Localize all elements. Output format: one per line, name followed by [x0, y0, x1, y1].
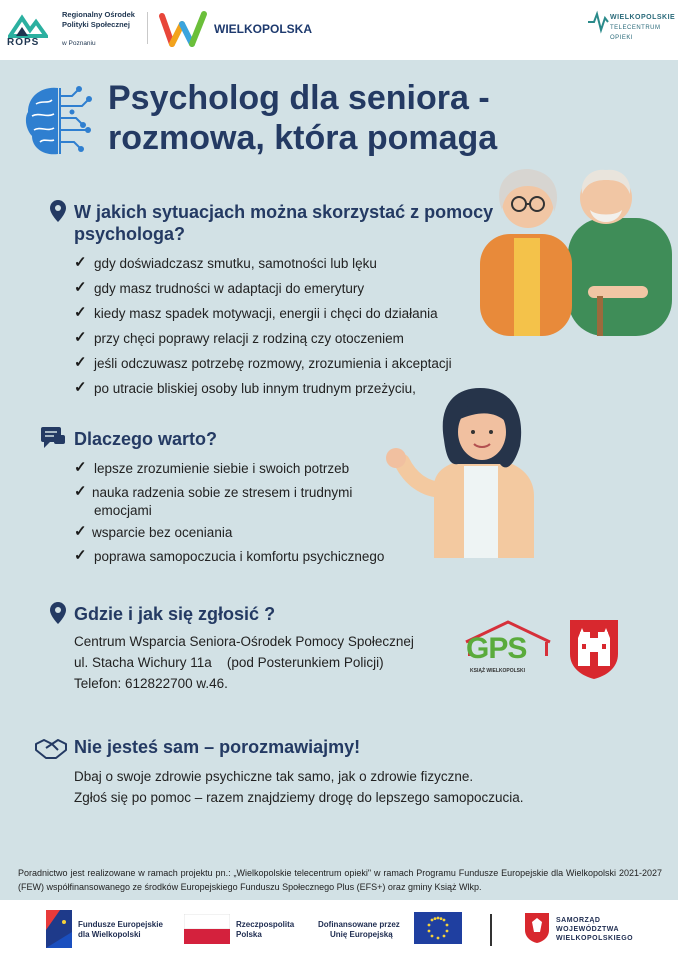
check-icon: ✓: [74, 379, 87, 396]
section-why-heading: Dlaczego warto?: [74, 429, 218, 449]
gps-logo-sub: KSIĄŻ WIELKOPOLSKI: [470, 668, 525, 674]
encouragement-line1: Dbaj o swoje zdrowie psychiczne tak samo, jak o zdrowie fizyczne.: [74, 769, 474, 784]
list-item: gdy masz trudności w adaptacji do emerytury: [94, 281, 365, 296]
gps-logo-text: GPS: [466, 632, 527, 665]
eu-flag-icon: [414, 912, 462, 944]
fundusze-europejskie-icon: [46, 910, 72, 948]
ue-line1: Dofinansowane przez: [318, 920, 400, 929]
handshake-icon: [34, 736, 68, 760]
location-pin-icon: [50, 200, 66, 222]
section-situations-heading-line2: psychologa?: [74, 224, 186, 244]
telecentrum-line2: TELECENTRUM: [610, 25, 661, 31]
list-item: po utracie bliskiej osoby lub innym trudnym przeżyciu,: [94, 381, 416, 396]
list-item: poprawa samopoczucia i komfortu psychicznego: [94, 549, 385, 564]
wielkopolska-wordmark: WIELKOPOLSKA: [214, 22, 312, 36]
title-line1: Psycholog dla seniora -: [108, 79, 490, 117]
sw-line3: WIELKOPOLSKIEGO: [556, 935, 634, 942]
rp-line2: Polska: [236, 930, 262, 939]
check-icon: ✓: [74, 254, 87, 271]
list-item: kiedy masz spadek motywacji, energii i chęci do działania: [94, 306, 438, 321]
bottom-divider: [490, 914, 492, 946]
check-icon: ✓: [74, 547, 87, 564]
seniors-illustration: [476, 164, 676, 336]
rops-letters: ROPS: [7, 37, 40, 48]
psychologist-illustration: [384, 386, 550, 558]
page-title: [108, 78, 497, 158]
coat-of-arms-icon: [568, 618, 620, 680]
wielkopolska-logo-icon: [158, 10, 208, 50]
wielkopolska-coat-icon: [524, 912, 550, 944]
check-icon: ✓: [74, 304, 87, 321]
title-line2: rozmowa, która pomaga: [108, 119, 498, 157]
list-item-continuation: emocjami: [94, 503, 152, 518]
rops-sub: w Poznaniu: [62, 40, 96, 47]
list-item: nauka radzenia sobie ze stresem i trudnymi: [92, 485, 353, 500]
contact-phone: Telefon: 612822700 w.46.: [74, 676, 228, 691]
check-icon: ✓: [74, 483, 87, 500]
check-icon: ✓: [74, 459, 87, 476]
section-where-heading: Gdzie i jak się zgłosić ?: [74, 604, 276, 624]
telecentrum-line1: WIELKOPOLSKIE: [610, 14, 676, 21]
section-situations-heading-line1: W jakich sytuacjach można skorzystać z pomocy: [74, 202, 494, 222]
funding-logos-bar: [0, 902, 678, 960]
check-icon: ✓: [74, 329, 87, 346]
list-item: wsparcie bez oceniania: [92, 525, 233, 540]
contact-org: Centrum Wsparcia Seniora-Ośrodek Pomocy Społecznej: [74, 634, 414, 649]
brain-circuit-icon: [22, 82, 96, 160]
contact-address: ul. Stacha Wichury 11a (pod Posterunkiem Policji): [74, 655, 384, 670]
rops-name: Regionalny Ośrodek Polityki Społecznej: [62, 10, 135, 29]
fe-line1: Fundusze Europejskie: [78, 920, 163, 929]
check-icon: ✓: [74, 354, 87, 371]
rp-line1: Rzeczpospolita: [236, 920, 295, 929]
sw-line1: SAMORZĄD: [556, 917, 601, 924]
list-item: jeśli odczuwasz potrzebę rozmowy, zrozumienia i akceptacji: [94, 356, 452, 371]
ue-line2: Unię Europejską: [330, 930, 393, 939]
location-pin-icon: [50, 602, 66, 624]
list-item: lepsze zrozumienie siebie i swoich potrzeb: [94, 461, 350, 476]
sw-line2: WOJEWÓDZTWA: [556, 926, 620, 933]
chat-bubble-icon: [40, 426, 66, 450]
telecentrum-line3: OPIEKI: [610, 35, 634, 41]
section-not-alone-heading: Nie jesteś sam – porozmawiajmy!: [74, 737, 361, 757]
header-logo-bar: [0, 0, 678, 60]
list-item: przy chęci poprawy relacji z rodziną czy otoczeniem: [94, 331, 404, 346]
polish-flag-icon: [184, 914, 230, 944]
header-divider: [147, 12, 148, 44]
list-item: gdy doświadczasz smutku, samotności lub lęku: [94, 256, 377, 271]
check-icon: ✓: [74, 523, 87, 540]
encouragement-line2: Zgłoś się po pomoc – razem znajdziemy drogę do lepszego samopoczucia.: [74, 790, 524, 805]
fe-line2: dla Wielkopolski: [78, 930, 141, 939]
check-icon: ✓: [74, 279, 87, 296]
section-situations-heading: [74, 201, 504, 245]
funding-note: Poradnictwo jest realizowane w ramach projektu pn.: „Wielkopolskie telecentrum opieki" w ramach Programu Fundusze Europejskie dla Wielkopolski 2021-2027 (FEW) współfinansowanego ze środków Europejskiego Funduszu Społecznego Plus (EFS+) oraz gminy Książ Wlkp.: [18, 868, 662, 892]
